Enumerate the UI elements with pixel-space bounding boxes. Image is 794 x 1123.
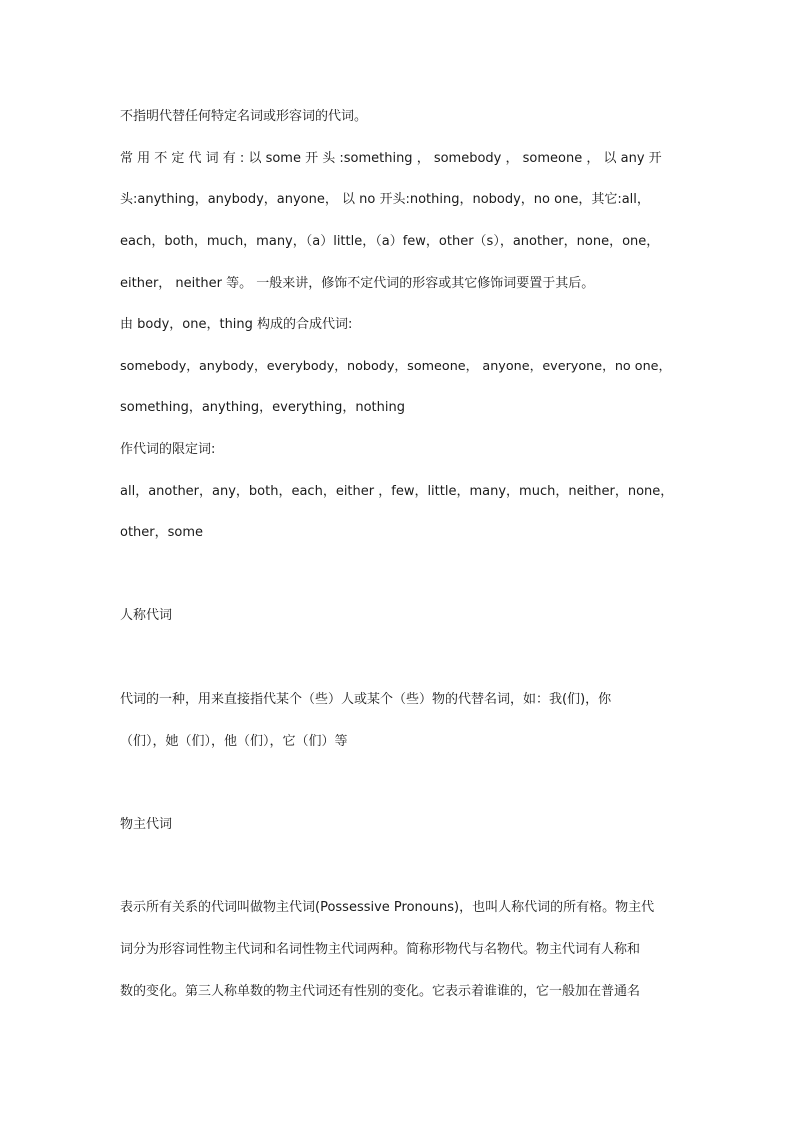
paragraph-line: （们），她（们），他（们），它（们）等 <box>120 734 348 749</box>
paragraph-line: somebody，anybody，everybody，nobody，someone， anyone，everyone，no one， <box>120 359 672 374</box>
paragraph-line: 词分为形容词性物主代词和名词性物主代词两种。简称形物代与名物代。物主代词有人称和 <box>120 942 641 957</box>
section-heading: 物主代词 <box>120 817 173 832</box>
section-heading: 人称代词 <box>120 608 173 623</box>
paragraph-line: 不指明代替任何特定名词或形容词的代词。 <box>120 109 368 124</box>
paragraph-line: 数的变化。第三人称单数的物主代词还有性别的变化。它表示着谁谁的，它一般加在普通名 <box>120 984 641 999</box>
paragraph-line: 作代词的限定词: <box>120 442 216 457</box>
paragraph-line: 代词的一种，用来直接指代某个（些）人或某个（些）物的代替名词，如：我(们)，你 <box>120 692 612 707</box>
paragraph-line: all，another，any，both，each，either ，few，little，many，much，neither，none， <box>120 484 674 499</box>
paragraph-line: 由 body，one，thing 构成的合成代词: <box>120 317 353 332</box>
paragraph-line: each，both，much，many，（a）little，（a）few，other（s），another，none，one， <box>120 234 660 249</box>
paragraph-line: either， neither 等。 一般来讲，修饰不定代词的形容或其它修饰词要置于其后。 <box>120 276 595 291</box>
paragraph-line: 常 用 不 定 代 词 有 : 以 some 开 头 :something ， somebody ， someone ， 以 any 开 <box>120 151 662 166</box>
paragraph-line: other，some <box>120 525 204 540</box>
paragraph-line: something，anything，everything，nothing <box>120 400 405 415</box>
paragraph-line: 表示所有关系的代词叫做物主代词(Possessive Pronouns)，也叫人称代词的所有格。物主代 <box>120 900 655 915</box>
paragraph-line: 头:anything，anybody，anyone， 以 no 开头:nothing，nobody，no one，其它:all， <box>120 192 650 207</box>
